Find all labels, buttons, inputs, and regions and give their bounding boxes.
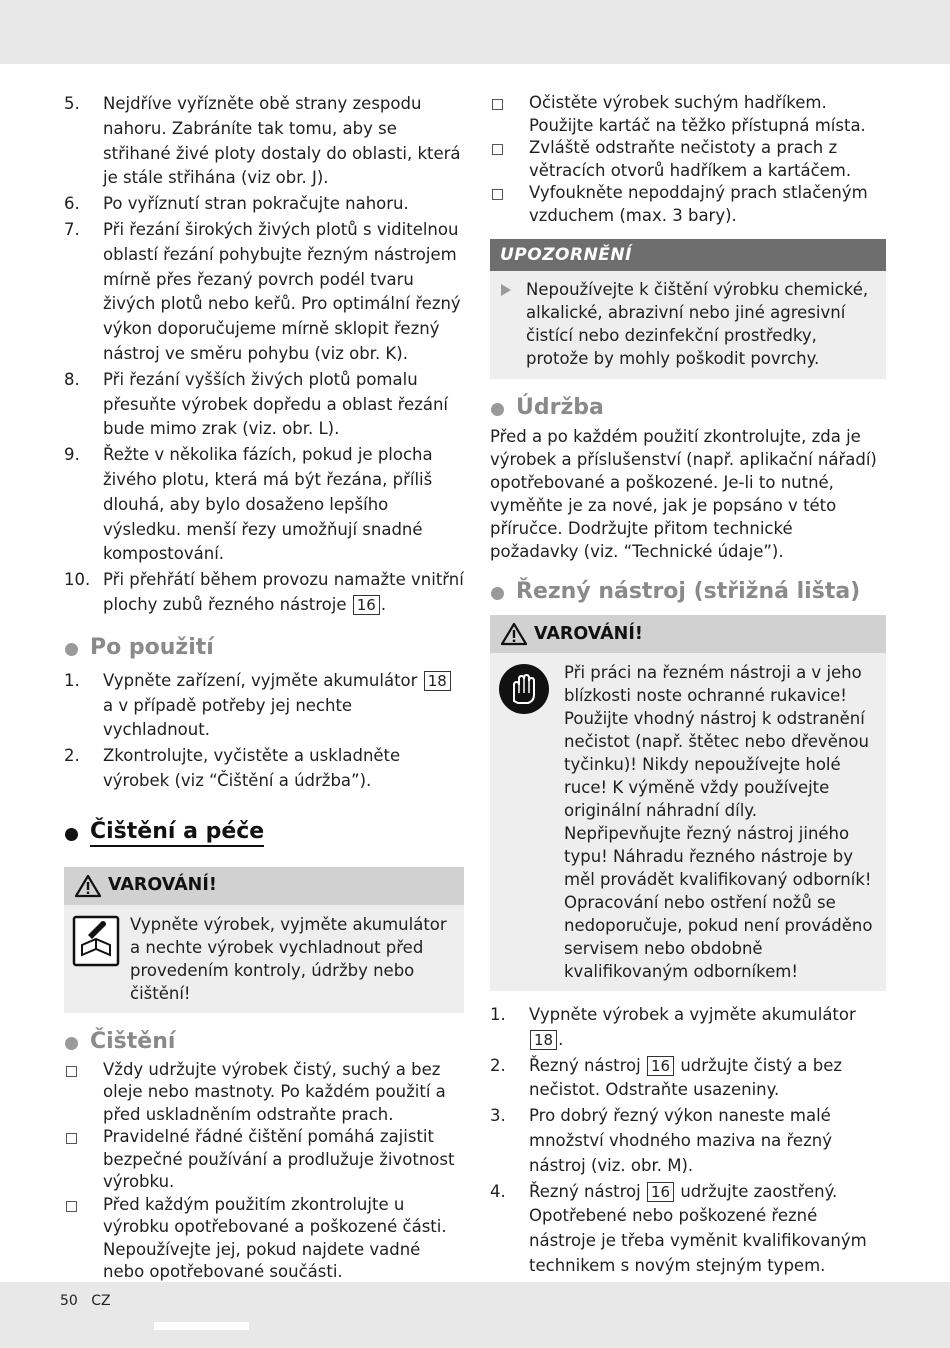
warning-box: VAROVÁNÍ! Při práci na řezném nástroji a v jeho blízkosti noste ochranné rukavice! Použijte vhodný nástroj k odstranění nečistot (např. štětec nebo dřevěnou tyčinku)! Nikdy nepoužívejte holé ruce! K výměně vždy používejte originální náhradní díly. Nepřipevňujte řezný nástroj jiného typu! Náhradu řezného nástroje by měl provádět kvalifikovaný odborník! Opracování nebo ostření nožů se nedoporučuje, pokud není prováděno servisem nebo obdobně kvalifikovaným odborníkem! bbox=[490, 615, 886, 991]
list-item: Před každým použitím zkontrolujte u výrobku opotřebované a poškozené části. Nepoužívejte jej, pokud najdete vadné nebo opotřebované součásti. bbox=[64, 1194, 464, 1284]
checkbox-square-icon bbox=[492, 144, 503, 155]
list-item: 2. Řezný nástroj 16 udržujte čistý a bez nečistot. Odstraňte usazeniny. bbox=[490, 1055, 843, 1100]
maintenance-paragraph: Před a po každém použití zkontrolujte, zda je výrobek a příslušenství (např. aplikační nářadí) opotřebované a poškozené. Je-li to nutné, vyměňte je za nové, jak je popsáno v této příručce. Dodržujte přitom technické požadavky (viz. “Technické údaje”). bbox=[490, 427, 877, 561]
step-list bbox=[64, 92, 464, 618]
list-item: Vyfoukněte nepoddajný prach stlačeným vzduchem (max. 3 bary). bbox=[490, 182, 886, 227]
after-use-list bbox=[64, 669, 464, 794]
bullet-dot-icon bbox=[65, 828, 78, 841]
bullet-dot-icon bbox=[65, 643, 78, 656]
warning-triangle-icon bbox=[74, 874, 102, 898]
section-heading-care: Čištění a péče bbox=[64, 817, 464, 847]
arrow-right-icon bbox=[501, 284, 511, 296]
warning-triangle-icon bbox=[500, 622, 528, 646]
list-item: 5. Nejdříve vyřízněte obě strany zespodu nahoru. Zabráníte tak tomu, aby se střihané živé ploty dostaly do oblasti, která je stále střihána (viz obr. J). bbox=[64, 94, 461, 188]
list-item: 8. Při řezání vyšších živých plotů pomalu přesuňte výrobek dopředu a oblast řezání bude mimo zrak (viz. obr. L). bbox=[64, 369, 449, 439]
bullet-dot-icon bbox=[491, 587, 504, 600]
notice-box: UPOZORNĚNÍ Nepoužívejte k čištění výrobku chemické, alkalické, abrazivní nebo jiné agresivní čistící nebo dezinfekční prostředky, protože by mohly poškodit povrchy. bbox=[490, 239, 886, 379]
list-item: 9. Řežte v několika fázích, pokud je plocha živého plotu, která má být řezána, příliš dlouhá, aby bylo dosaženo lepšího výsledku. menší řezy umožňují snadné kompostování. bbox=[64, 445, 433, 564]
checkbox-square-icon bbox=[66, 1201, 77, 1212]
notice-header: UPOZORNĚNÍ bbox=[490, 239, 886, 271]
part-ref-badge: 16 bbox=[353, 595, 380, 615]
warning-header: VAROVÁNÍ! bbox=[64, 867, 464, 905]
cleaning-list-continued bbox=[490, 92, 886, 227]
checkbox-square-icon bbox=[492, 189, 503, 200]
footer-strip bbox=[154, 1322, 249, 1330]
list-item: 4. Řezný nástroj 16 udržujte zaostřený. Opotřebené nebo poškozené řezné nástroje je třeba vyměnit kvalifikovaným technikem s novým stejným typem. bbox=[490, 1181, 867, 1275]
list-item: 1. Vypněte výrobek a vyjměte akumulátor 18 . bbox=[490, 1005, 856, 1049]
part-ref-badge: 16 bbox=[647, 1182, 674, 1202]
blade-steps-list bbox=[490, 1003, 886, 1279]
list-item: Očistěte výrobek suchým hadříkem. Použijte kartáč na těžko přístupná místa. bbox=[490, 92, 886, 137]
list-item: Vždy udržujte výrobek čistý, suchý a bez oleje nebo mastnoty. Po každém použití a před uskladněním odstraňte prach. bbox=[64, 1059, 464, 1127]
manual-icon bbox=[72, 913, 130, 1005]
section-heading-maintenance: Údržba bbox=[490, 393, 886, 423]
part-ref-badge: 18 bbox=[424, 671, 451, 691]
footer-bar bbox=[0, 1282, 950, 1348]
checkbox-square-icon bbox=[492, 99, 503, 110]
gloves-icon bbox=[498, 661, 564, 983]
right-column bbox=[490, 92, 886, 1280]
warning-box: VAROVÁNÍ! Vypněte výrobek, vyjměte akumulátor a nechte výrobek vychladnout před provedením kontroly, údržby nebo čištění! bbox=[64, 867, 464, 1013]
part-ref-badge: 16 bbox=[647, 1056, 674, 1076]
section-heading-blade: Řezný nástroj (střižná lišta) bbox=[490, 577, 886, 607]
section-heading-cleaning: Čištění bbox=[64, 1027, 464, 1057]
list-item: 3. Pro dobrý řezný výkon naneste malé množství vhodného maziva na řezný nástroj (viz. obr. M). bbox=[490, 1106, 832, 1175]
part-ref-badge: 18 bbox=[530, 1030, 557, 1050]
warning-header: VAROVÁNÍ! bbox=[490, 615, 886, 653]
bullet-dot-icon bbox=[491, 403, 504, 416]
list-item: Pravidelné řádné čištění pomáhá zajistit bezpečné používání a prodlužuje životnost výrobku. bbox=[64, 1126, 464, 1194]
list-item: 10. Při přehřátí během provozu namažte vnitřní plochy zubů řezného nástroje 16 . bbox=[64, 570, 464, 614]
list-item: Zvláště odstraňte nečistoty a prach z větracích otvorů hadříkem a kartáčem. bbox=[490, 137, 886, 182]
left-column bbox=[64, 92, 464, 1329]
checkbox-square-icon bbox=[66, 1133, 77, 1144]
list-item: 1. Vypněte zařízení, vyjměte akumulátor 18 a v případě potřeby jej nechte vychladnout. bbox=[64, 669, 464, 743]
list-item: 7. Při řezání širokých živých plotů s viditelnou oblastí řezání pohybujte řezným nástrojem mírně přes řezaný povrch podél tvaru živých plotů nebo keřů. Pro optimální řezný výkon doporučujeme mírně sklopit řezný nástroj ve směru pohybu (viz obr. K). bbox=[64, 219, 461, 363]
list-item: 2. Zkontrolujte, vyčistěte a uskladněte výrobek (viz “Čištění a údržba”). bbox=[64, 746, 401, 790]
section-heading-after-use: Po použití bbox=[64, 633, 464, 663]
list-item: 6. Po vyříznutí stran pokračujte nahoru. bbox=[64, 194, 409, 214]
checkbox-square-icon bbox=[66, 1066, 77, 1077]
header-bar bbox=[0, 0, 950, 64]
page-number: 50 CZ bbox=[60, 1293, 111, 1309]
bullet-dot-icon bbox=[65, 1037, 78, 1050]
